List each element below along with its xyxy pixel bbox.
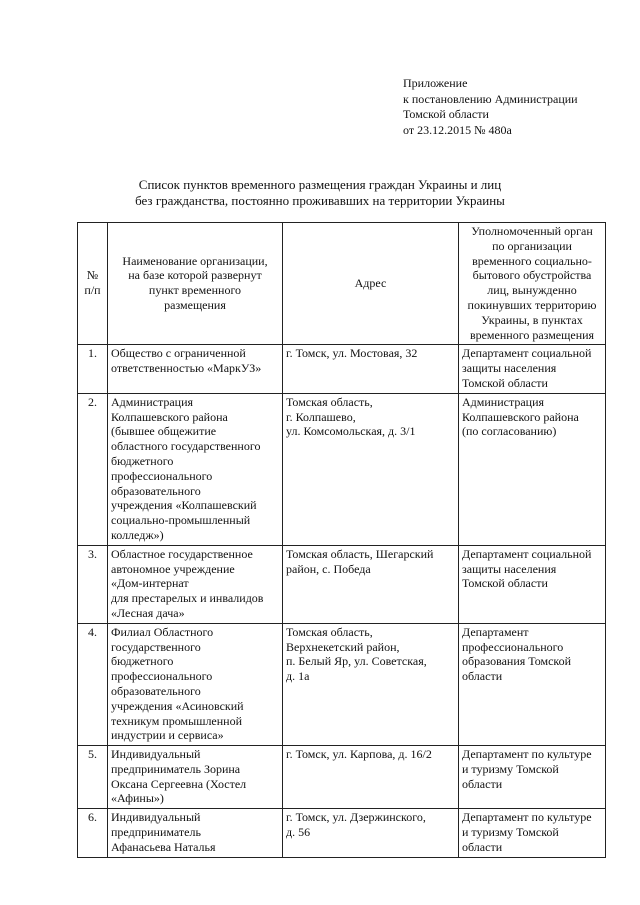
cell-line: и туризму Томской — [462, 761, 559, 776]
address-cell — [283, 345, 459, 393]
title-line: без гражданства, постоянно проживавших на территории Украины — [135, 193, 505, 208]
cell-line: образовательного — [111, 683, 201, 698]
cell-line: Адрес — [354, 275, 387, 290]
cell-line: г. Томск, ул. Дзержинского, — [286, 810, 426, 825]
cell-line: покинувших территорию — [467, 297, 597, 312]
address-cell — [283, 545, 459, 623]
appendix-note — [403, 76, 578, 138]
title-line: Список пунктов временного размещения граждан Украины и лиц — [138, 177, 502, 192]
cell-line: лиц, вынужденно — [487, 283, 577, 298]
cell-line: Наименование организации, — [122, 253, 268, 268]
cell-line: бюджетного — [111, 453, 174, 468]
organization-cell — [108, 545, 283, 623]
cell-line: Департамент — [462, 624, 529, 639]
cell-line: Колпашевского района — [462, 409, 579, 424]
cell-line: на базе которой развернут — [128, 268, 262, 283]
cell-line: по организации — [492, 238, 572, 253]
organization-cell — [108, 809, 283, 857]
cell-line: предприниматель — [111, 825, 201, 840]
cell-line: защиты населения — [462, 561, 557, 576]
cell-line: защиты населения — [462, 361, 557, 376]
row-number: 5. — [78, 746, 108, 809]
organization-cell — [108, 345, 283, 393]
table-row — [78, 809, 606, 857]
cell-line: для престарелых и инвалидов — [111, 591, 264, 606]
cell-line: ответственностью «МаркУЗ» — [111, 361, 262, 376]
cell-line: г. Томск, ул. Мостовая, 32 — [286, 346, 418, 361]
address-cell — [283, 746, 459, 809]
cell-line: Оксана Сергеевна (Хостел — [111, 776, 247, 791]
cell-line: Украины, в пунктах — [481, 312, 583, 327]
cell-line: пункт временного — [148, 283, 242, 298]
header-authority — [459, 223, 606, 345]
organization-cell — [108, 393, 283, 545]
cell-line: Томской области — [462, 375, 548, 390]
cell-line: учреждения «Колпашевский — [111, 498, 257, 513]
table-header-row — [78, 223, 606, 345]
cell-line: областного государственного — [111, 439, 261, 454]
cell-line: образовательного — [111, 483, 201, 498]
cell-line: и туризму Томской — [462, 825, 559, 840]
header-organization — [108, 223, 283, 345]
cell-line: временного размещения — [469, 327, 595, 342]
cell-line: колледж») — [111, 527, 164, 542]
cell-line: Департамент социальной — [462, 546, 592, 561]
cell-line: Уполномоченный орган — [471, 224, 593, 238]
cell-line: район, с. Победа — [286, 561, 371, 576]
authority-cell — [459, 393, 606, 545]
cell-line: Афанасьева Наталья — [111, 839, 216, 854]
cell-line: автономное учреждение — [111, 561, 235, 576]
cell-line: Администрация — [462, 394, 545, 409]
cell-line: Администрация — [111, 394, 194, 409]
organization-cell — [108, 746, 283, 809]
authority-cell — [459, 623, 606, 745]
cell-line: п. Белый Яр, ул. Советская, — [286, 654, 427, 669]
appendix-line: от 23.12.2015 № 480а — [403, 122, 512, 137]
cell-line: бытового обустройства — [472, 268, 592, 283]
cell-line: временного социально- — [472, 253, 592, 268]
document-title — [0, 177, 640, 209]
cell-line: г. Колпашево, — [286, 409, 356, 424]
cell-line: «Афины») — [111, 791, 164, 806]
cell-line: Общество с ограниченной — [111, 346, 246, 361]
cell-line: государственного — [111, 639, 201, 654]
cell-line: Департамент по культуре — [462, 747, 592, 762]
cell-line: учреждения «Асиновский — [111, 698, 244, 713]
cell-line: профессионального — [111, 669, 213, 684]
cell-line: образования Томской — [462, 654, 572, 669]
cell-line: «Дом-интернат — [111, 576, 189, 591]
table-row — [78, 623, 606, 745]
cell-line: Департамент по культуре — [462, 810, 592, 825]
row-number: 3. — [78, 545, 108, 623]
row-number: 2. — [78, 393, 108, 545]
address-cell — [283, 809, 459, 857]
address-cell — [283, 623, 459, 745]
authority-cell — [459, 545, 606, 623]
cell-line: (бывшее общежитие — [111, 424, 217, 439]
cell-line: профессионального — [462, 639, 564, 654]
cell-line: индустрии и сервиса» — [111, 728, 224, 743]
cell-line: д. 1а — [286, 669, 310, 684]
authority-cell — [459, 809, 606, 857]
row-number: 6. — [78, 809, 108, 857]
cell-line: техникум промышленной — [111, 713, 243, 728]
cell-line: профессионального — [111, 468, 213, 483]
address-cell — [283, 393, 459, 545]
placement-points-table — [77, 222, 606, 858]
cell-line: д. 56 — [286, 825, 311, 840]
header-address — [283, 223, 459, 345]
cell-line: г. Томск, ул. Карпова, д. 16/2 — [286, 747, 432, 762]
cell-line: области — [462, 839, 503, 854]
cell-line: Томской области — [462, 576, 548, 591]
header-num — [78, 223, 108, 345]
row-number: 4. — [78, 623, 108, 745]
cell-line: социально-промышленный — [111, 513, 251, 528]
cell-line: Томская область, — [286, 394, 373, 409]
cell-line: предприниматель Зорина — [111, 761, 241, 776]
cell-line: (по согласованию) — [462, 424, 557, 439]
cell-line: области — [462, 776, 503, 791]
appendix-line: к постановлению Администрации — [403, 91, 578, 106]
authority-cell — [459, 345, 606, 393]
authority-cell — [459, 746, 606, 809]
table-body — [78, 345, 606, 857]
table-row — [78, 393, 606, 545]
cell-line: ул. Комсомольская, д. 3/1 — [286, 424, 416, 439]
table-row — [78, 545, 606, 623]
cell-line: Индивидуальный — [111, 747, 201, 762]
cell-line: Колпашевского района — [111, 409, 228, 424]
cell-line: п/п — [84, 283, 101, 298]
cell-line: № — [86, 268, 99, 283]
table-row — [78, 746, 606, 809]
cell-line: Верхнекетский район, — [286, 639, 400, 654]
organization-cell — [108, 623, 283, 745]
cell-line: Департамент социальной — [462, 346, 592, 361]
appendix-line: Томской области — [403, 107, 489, 121]
cell-line: размещения — [164, 297, 226, 312]
cell-line: Томская область, — [286, 624, 373, 639]
appendix-line: Приложение — [403, 76, 468, 90]
cell-line: Томская область, Шегарский — [286, 546, 434, 561]
cell-line: области — [462, 669, 503, 684]
cell-line: «Лесная дача» — [111, 605, 185, 620]
cell-line: Областное государственное — [111, 546, 253, 561]
row-number: 1. — [78, 345, 108, 393]
table-row — [78, 345, 606, 393]
cell-line: Филиал Областного — [111, 624, 214, 639]
cell-line: бюджетного — [111, 654, 174, 669]
cell-line: Индивидуальный — [111, 810, 201, 825]
